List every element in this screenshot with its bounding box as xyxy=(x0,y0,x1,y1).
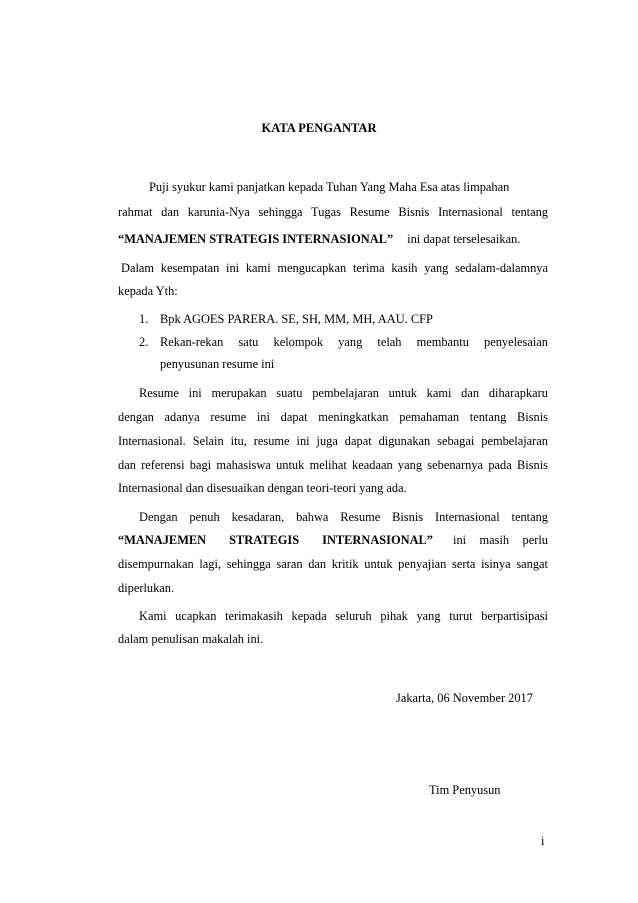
page-number: i xyxy=(541,834,545,848)
para4-line1: Dengan penuh kesadaran, bahwa Resume Bisnis Internasional tentang xyxy=(139,510,548,524)
para4-line3: disempurnakan lagi, sehingga saran dan kritik untuk penyajian serta isinya sangat xyxy=(118,557,548,571)
para4-rest-word-3: perlu xyxy=(522,533,548,547)
para4-bold-word-3: INTERNASIONAL” xyxy=(322,533,433,547)
para4-bold-word-1: “MANAJEMEN xyxy=(118,533,207,547)
para4-rest-word-1: ini xyxy=(453,533,467,547)
para3-line4: dan referensi bagi mahasiswa untuk melihat keadaan yang sebenarnya pada Bisnis xyxy=(118,458,548,472)
para3-line2: dengan adanya resume ini dapat meningkatkan pemahaman tentang Bisnis xyxy=(118,410,548,424)
place-date: Jakarta, 06 November 2017 xyxy=(396,691,533,705)
signature: Tim Penyusun xyxy=(429,783,501,797)
para5-line1: Kami ucapkan terimakasih kepada seluruh pihak yang turut berpartisipasi xyxy=(139,609,548,623)
para1-line2: rahmat dan karunia-Nya sehingga Tugas Resume Bisnis Internasional tentang xyxy=(118,205,548,219)
para4-bold-title xyxy=(118,531,433,549)
para3-line3: Internasional. Selain itu, resume ini juga dapat digunakan sebagai pembelajaran xyxy=(118,434,548,448)
list-item-1-number: 1. xyxy=(139,312,149,326)
para2-line2: kepada Yth: xyxy=(118,284,178,298)
para5-line2: dalam penulisan makalah ini. xyxy=(118,632,264,646)
para4-line4: diperlukan. xyxy=(118,581,175,595)
para1-bold-title: “MANAJEMEN STRATEGIS INTERNASIONAL” xyxy=(118,232,394,246)
para1-line1: Puji syukur kami panjatkan kepada Tuhan Yang Maha Esa atas limpahan xyxy=(149,180,510,194)
para3-line1: Resume ini merupakan suatu pembelajaran untuk kami dan diharapkaru xyxy=(139,386,548,400)
list-item-2-line2: penyusunan resume ini xyxy=(160,357,275,371)
para4-rest-word-2: masih xyxy=(479,533,510,547)
para4-bold-word-2: STRATEGIS xyxy=(229,533,300,547)
list-item-1-text: Bpk AGOES PARERA. SE, SH, MM, MH, AAU. CFP xyxy=(160,312,433,326)
para3-line5: Internasional dan disesuaikan dengan teori-teori yang ada. xyxy=(118,481,407,495)
para4-line2 xyxy=(118,531,548,549)
list-item-2-line1: Rekan-rekan satu kelompok yang telah membantu penyelesaian xyxy=(160,335,548,349)
para1-line3 xyxy=(118,230,520,248)
para1-line3-rest: ini dapat terselesaikan. xyxy=(407,232,521,246)
para2-line1: Dalam kesempatan ini kami mengucapkan terima kasih yang sedalam-dalamnya xyxy=(121,261,548,275)
list-item-2-number: 2. xyxy=(139,335,149,349)
page-title: KATA PENGANTAR xyxy=(261,121,377,135)
para4-line2-rest xyxy=(453,531,548,549)
